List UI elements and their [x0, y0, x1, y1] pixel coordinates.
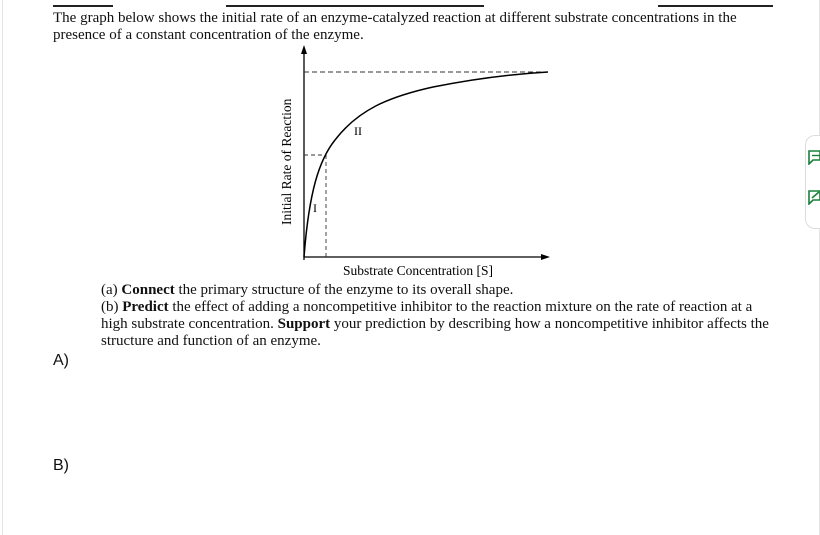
question-block: [101, 282, 781, 350]
intro-paragraph: The graph below shows the initial rate of an enzyme-catalyzed reaction at different substrate concentrations in the presence of a constant concentration of the enzyme.: [53, 10, 737, 43]
question-b-text-2: your prediction by describing how a noncompetitive inhibitor affects the structure and function of an enzyme.: [101, 316, 769, 349]
question-a-text: the primary structure of the enzyme to its overall shape.: [174, 282, 514, 298]
suggest-edit-icon[interactable]: [808, 189, 820, 205]
question-b: [101, 299, 781, 350]
question-b-verb-2: Support: [277, 316, 331, 332]
document-page: [2, 0, 820, 535]
question-a-prefix: (a): [101, 282, 122, 298]
top-rule: [226, 5, 484, 7]
x-axis-label: Substrate Concentration [S]: [343, 263, 493, 278]
answer-b-label: B): [53, 457, 69, 474]
answer-a-label: A): [53, 352, 69, 369]
top-rule: [53, 5, 113, 7]
region-label-2: II: [354, 124, 362, 138]
question-b-verb: Predict: [122, 299, 169, 315]
x-axis-arrow: [541, 254, 550, 260]
question-b-text: the effect of adding a noncompetitive inhibitor to the reaction mixture on the rate of reaction at a high substrate concentration.: [101, 299, 753, 332]
question-a: [101, 282, 781, 299]
rate-curve: [304, 72, 548, 257]
y-axis-label: Initial Rate of Reaction: [279, 98, 294, 225]
region-label-1: I: [313, 201, 317, 215]
y-axis-arrow: [301, 45, 307, 54]
top-rule: [658, 5, 773, 7]
question-a-verb: Connect: [121, 282, 175, 298]
side-tool-panel: [805, 135, 820, 229]
enzyme-rate-graph: [273, 42, 573, 282]
question-b-prefix: (b): [101, 299, 123, 315]
comment-icon[interactable]: [808, 149, 820, 165]
